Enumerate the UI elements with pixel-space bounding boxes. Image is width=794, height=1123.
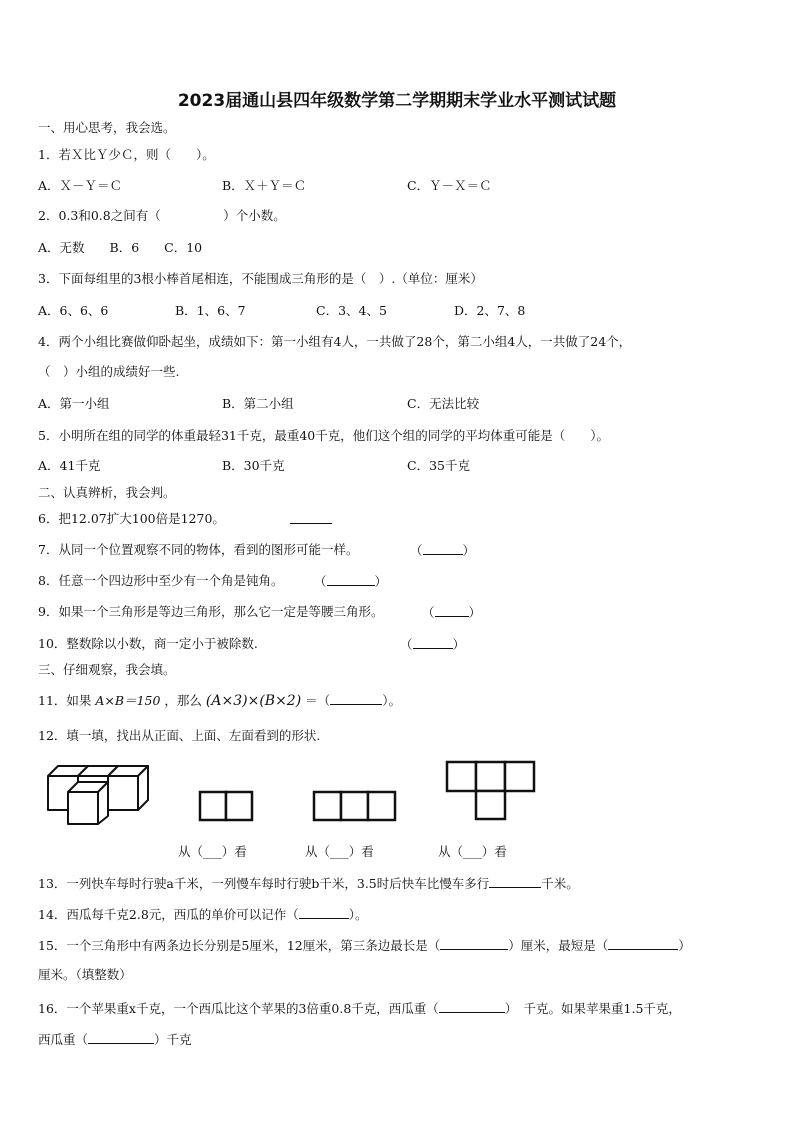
q11-post: ＝（ bbox=[305, 693, 331, 708]
q15-line2: 厘米。（填整数） bbox=[38, 967, 132, 982]
q11-equation-1: A×B＝150 bbox=[95, 693, 161, 708]
q14-text: 14．西瓜每千克2.8元，西瓜的单价可以记作（ bbox=[38, 907, 299, 922]
q15-mid: ）厘米，最短是（ bbox=[508, 938, 609, 953]
q6-answer-blank[interactable] bbox=[290, 511, 332, 528]
q5-option-b[interactable]: B．30千克 bbox=[222, 458, 285, 473]
q6-text: 6．把12.07扩大100倍是1270。 bbox=[38, 511, 225, 526]
q4-stem-line2: （ ）小组的成绩好一些. bbox=[38, 364, 180, 379]
q11-end: ）。 bbox=[382, 693, 401, 708]
q2-stem: 2．0.3和0.8之间有（ ）个小数。 bbox=[38, 208, 286, 223]
section-3-heading: 三、仔细观察，我会填。 bbox=[38, 662, 176, 677]
q1-option-b[interactable]: B．Ｘ＋Ｙ＝Ｃ bbox=[222, 178, 307, 193]
q12-caption-3[interactable]: 从（___）看 bbox=[438, 844, 507, 859]
q13-end: 千米。 bbox=[541, 876, 579, 891]
q14-line bbox=[38, 906, 368, 923]
q7-answer-blank[interactable]: （ ） bbox=[410, 543, 476, 558]
section-2-heading: 二、认真辨析，我会判。 bbox=[38, 485, 176, 500]
q12-stem: 12．填一填，找出从正面、上面、左面看到的形状. bbox=[38, 728, 321, 743]
q16-line bbox=[38, 1000, 681, 1017]
q4-option-b[interactable]: B．第二小组 bbox=[222, 396, 294, 411]
q8-answer-blank[interactable]: （ ） bbox=[314, 574, 388, 589]
q11-answer-blank[interactable] bbox=[330, 692, 382, 705]
section-1-heading: 一、用心思考，我会选。 bbox=[38, 120, 176, 135]
q16-end: ）千克 bbox=[154, 1032, 192, 1047]
q12-caption-2[interactable]: 从（___）看 bbox=[305, 844, 374, 859]
q12-caption-1[interactable]: 从（___）看 bbox=[178, 844, 247, 859]
q15-answer-blank-2[interactable] bbox=[608, 937, 678, 950]
q13-text: 13．一列快车每时行驶a千米，一列慢车每时行驶b千米，3.5时后快车比慢车多行 bbox=[38, 876, 490, 891]
q1-option-c[interactable]: C．Ｙ－Ｘ＝Ｃ bbox=[407, 178, 492, 193]
q10-answer-blank[interactable]: （ ） bbox=[400, 637, 466, 652]
q3-option-d[interactable]: D．2、7、8 bbox=[454, 303, 526, 318]
q5-option-a[interactable]: A．41千克 bbox=[38, 458, 101, 473]
q3-stem: 3．下面每组里的3根小棒首尾相连，不能围成三角形的是（ ）.（单位：厘米） bbox=[38, 271, 483, 286]
q16-line2-text: 西瓜重（ bbox=[38, 1032, 89, 1047]
q14-answer-blank[interactable] bbox=[299, 906, 349, 919]
q16-answer-blank-2[interactable] bbox=[88, 1031, 154, 1044]
q14-end: ）。 bbox=[348, 907, 368, 922]
q9-text: 9．如果一个三角形是等边三角形，那么它一定是等腰三角形。 bbox=[38, 604, 384, 619]
cube-solid-figure bbox=[44, 762, 164, 826]
q3-option-a[interactable]: A．6、6、6 bbox=[38, 303, 109, 318]
q15-text: 15．一个三角形中有两条边长分别是5厘米，12厘米，第三条边最长是（ bbox=[38, 938, 441, 953]
q15-end: ） bbox=[678, 938, 691, 953]
view-two-squares bbox=[198, 790, 258, 822]
q16-answer-blank-1[interactable] bbox=[439, 1000, 505, 1013]
q4-stem: 4．两个小组比赛做仰卧起坐，成绩如下：第一小组有4人，一共做了28个，第二小组4人，一共做了24个， bbox=[38, 334, 632, 349]
q16-mid: ） 千克。如果苹果重1.5千克， bbox=[504, 1001, 681, 1016]
q5-stem: 5．小明所在组的同学的体重最轻31千克，最重40千克，他们这个组的同学的平均体重可能是（ ）。 bbox=[38, 428, 610, 443]
q11-line bbox=[38, 692, 401, 709]
q11-equation-2: (A×3)×(B×2) bbox=[205, 693, 302, 709]
q13-answer-blank[interactable] bbox=[489, 875, 541, 888]
q1-option-a[interactable]: A．Ｘ－Ｙ＝Ｃ bbox=[38, 178, 123, 193]
q10-text: 10．整数除以小数，商一定小于被除数. bbox=[38, 636, 258, 651]
view-t-shape bbox=[445, 760, 537, 822]
q15-answer-blank-1[interactable] bbox=[440, 937, 508, 950]
q13-line bbox=[38, 875, 579, 892]
q11-mid: ，那么 bbox=[164, 693, 202, 708]
q8-text: 8．任意一个四边形中至少有一个角是钝角。 bbox=[38, 573, 284, 588]
q16-line2 bbox=[38, 1031, 192, 1048]
q1-stem: 1．若Ｘ比Ｙ少Ｃ，则（ ）。 bbox=[38, 147, 215, 162]
q16-text: 16．一个苹果重x千克，一个西瓜比这个苹果的3倍重0.8千克，西瓜重（ bbox=[38, 1001, 439, 1016]
q9-answer-blank[interactable]: （ ） bbox=[422, 605, 482, 620]
q3-option-b[interactable]: B．1、6、7 bbox=[175, 303, 246, 318]
q5-option-c[interactable]: C．35千克 bbox=[407, 458, 470, 473]
view-three-squares bbox=[312, 790, 398, 822]
q4-option-a[interactable]: A．第一小组 bbox=[38, 396, 110, 411]
q11-prefix: 11．如果 bbox=[38, 693, 92, 708]
q7-text: 7．从同一个位置观察不同的物体，看到的图形可能一样。 bbox=[38, 542, 359, 557]
q4-option-c[interactable]: C．无法比较 bbox=[407, 396, 480, 411]
q2-options[interactable]: A．无数 B．6 C．10 bbox=[38, 240, 203, 255]
q3-option-c[interactable]: C．3、4、5 bbox=[316, 303, 387, 318]
page-title: 2023届通山县四年级数学第二学期期末学业水平测试试题 bbox=[177, 91, 617, 111]
q15-line bbox=[38, 937, 691, 954]
